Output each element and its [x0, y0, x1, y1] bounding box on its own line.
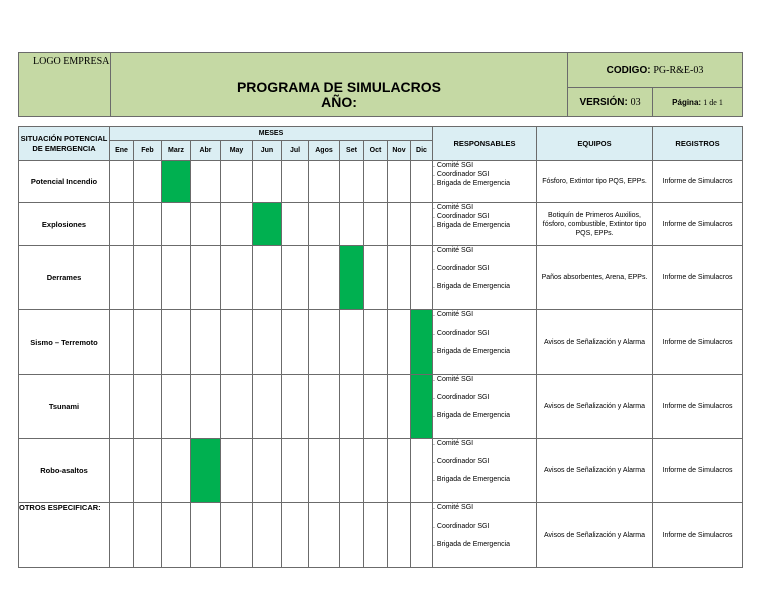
registros-cell: Informe de Simulacros [653, 161, 743, 203]
month-cell [282, 503, 309, 568]
responsable-item: . Comité SGI [433, 376, 474, 384]
version-value: 03 [630, 96, 641, 108]
month-cell [388, 245, 411, 310]
year-label: AÑO: [321, 94, 357, 110]
simulacros-schedule-table [18, 126, 743, 568]
month-cell [110, 375, 134, 439]
table-row [19, 503, 743, 568]
pagina-label: Página: [672, 97, 702, 107]
month-cell [110, 503, 134, 568]
month-cell [110, 245, 134, 310]
responsable-item: . Coordinador SGI [433, 213, 490, 221]
responsable-item: . Comité SGI [433, 246, 474, 254]
document-title [111, 53, 568, 117]
scheduled-month-cell [340, 245, 364, 310]
responsable-item: . Comité SGI [433, 504, 474, 512]
header-registros: REGISTROS [653, 127, 743, 161]
month-cell [364, 503, 388, 568]
month-cell [340, 203, 364, 245]
month-cell [191, 161, 221, 203]
situacion-label: Sismo – Terremoto [19, 310, 110, 375]
month-cell [221, 310, 253, 375]
month-cell [134, 375, 162, 439]
responsable-item: . Coordinador SGI [433, 329, 490, 337]
header-equipos: EQUIPOS [537, 127, 653, 161]
month-cell [309, 503, 340, 568]
month-cell [221, 375, 253, 439]
month-cell [221, 245, 253, 310]
title-text: PROGRAMA DE SIMULACROS [236, 79, 442, 95]
month-cell [134, 245, 162, 310]
equipos-cell: Avisos de Señalización y Alarma [537, 503, 653, 568]
month-cell [411, 245, 433, 310]
month-cell [221, 203, 253, 245]
month-cell [162, 310, 191, 375]
month-cell [162, 503, 191, 568]
month-cell [162, 203, 191, 245]
month-cell [388, 503, 411, 568]
responsable-item: . Brigada de Emergencia [433, 476, 511, 484]
month-cell [411, 438, 433, 503]
month-cell [340, 503, 364, 568]
month-cell [364, 375, 388, 439]
responsable-item: . Comité SGI [433, 162, 474, 169]
document-header [18, 52, 743, 117]
responsable-item: . Brigada de Emergencia [433, 180, 511, 187]
situacion-label: Robo-asaltos [19, 438, 110, 503]
month-cell [340, 161, 364, 203]
responsable-item: . Brigada de Emergencia [433, 540, 511, 548]
month-cell [253, 310, 282, 375]
table-row [19, 245, 743, 310]
equipos-cell: Avisos de Señalización y Alarma [537, 438, 653, 503]
scheduled-month-cell [162, 161, 191, 203]
month-cell [110, 203, 134, 245]
registros-cell: Informe de Simulacros [653, 503, 743, 568]
month-cell [221, 503, 253, 568]
month-cell [162, 245, 191, 310]
document-version [568, 88, 653, 117]
responsable-item: . Brigada de Emergencia [433, 348, 511, 356]
month-cell [364, 203, 388, 245]
month-header: Ene [110, 141, 134, 161]
responsable-item: . Comité SGI [433, 311, 474, 319]
month-cell [191, 245, 221, 310]
pagina-value: 1 de 1 [703, 97, 723, 107]
month-cell [134, 203, 162, 245]
month-cell [253, 245, 282, 310]
codigo-value: PG-R&E-03 [653, 64, 704, 76]
month-cell [253, 503, 282, 568]
month-cell [110, 310, 134, 375]
month-header: Agos [309, 141, 340, 161]
document-code [568, 53, 743, 88]
company-logo-placeholder: LOGO EMPRESA [19, 53, 111, 117]
month-cell [340, 438, 364, 503]
month-cell [364, 310, 388, 375]
situacion-label: Derrames [19, 245, 110, 310]
scheduled-month-cell [411, 375, 433, 439]
equipos-cell: Paños absorbentes, Arena, EPPs. [537, 245, 653, 310]
month-header: Dic [411, 141, 433, 161]
month-cell [134, 503, 162, 568]
month-header: Oct [364, 141, 388, 161]
registros-cell: Informe de Simulacros [653, 245, 743, 310]
month-cell [162, 438, 191, 503]
month-cell [282, 161, 309, 203]
month-cell [411, 203, 433, 245]
month-cell [134, 438, 162, 503]
month-cell [411, 503, 433, 568]
responsable-item: . Comité SGI [433, 204, 474, 212]
month-cell [364, 245, 388, 310]
month-header: Set [340, 141, 364, 161]
month-cell [309, 203, 340, 245]
table-row [19, 161, 743, 203]
responsables-cell [433, 203, 537, 245]
month-header: Jun [253, 141, 282, 161]
month-cell [282, 310, 309, 375]
table-row [19, 203, 743, 245]
month-cell [309, 375, 340, 439]
month-header: Jul [282, 141, 309, 161]
month-cell [309, 438, 340, 503]
month-cell [191, 310, 221, 375]
responsables-cell [433, 503, 537, 568]
responsable-item: . Brigada de Emergencia [433, 222, 511, 230]
equipos-cell: Avisos de Señalización y Alarma [537, 375, 653, 439]
responsable-item: . Coordinador SGI [433, 171, 490, 178]
codigo-label: CODIGO: [606, 64, 651, 76]
month-cell [162, 375, 191, 439]
month-header: Marz [162, 141, 191, 161]
registros-cell: Informe de Simulacros [653, 375, 743, 439]
month-cell [388, 203, 411, 245]
header-responsables: RESPONSABLES [433, 127, 537, 161]
month-cell [191, 503, 221, 568]
table-row [19, 438, 743, 503]
month-cell [134, 310, 162, 375]
month-cell [388, 375, 411, 439]
situacion-label: Potencial Incendio [19, 161, 110, 203]
responsable-item: . Coordinador SGI [433, 394, 490, 402]
month-header: Abr [191, 141, 221, 161]
equipos-cell: Botiquín de Primeros Auxilios, fósforo, combustible, Extintor tipo PQS, EPPs. [537, 203, 653, 245]
month-cell [364, 161, 388, 203]
registros-cell: Informe de Simulacros [653, 310, 743, 375]
month-cell [253, 438, 282, 503]
responsable-item: . Coordinador SGI [433, 522, 490, 530]
month-cell [388, 161, 411, 203]
situacion-label: Explosiones [19, 203, 110, 245]
month-cell [411, 161, 433, 203]
month-header: Feb [134, 141, 162, 161]
month-cell [282, 203, 309, 245]
document-page [653, 88, 743, 117]
month-cell [309, 245, 340, 310]
month-cell [253, 375, 282, 439]
responsables-cell [433, 310, 537, 375]
equipos-cell: Avisos de Señalización y Alarma [537, 310, 653, 375]
month-cell [364, 438, 388, 503]
responsable-item: . Brigada de Emergencia [433, 412, 511, 420]
month-cell [191, 203, 221, 245]
month-cell [253, 161, 282, 203]
header-meses: MESES [110, 127, 433, 141]
version-label: VERSIÓN: [579, 96, 628, 108]
responsables-cell [433, 375, 537, 439]
month-cell [388, 438, 411, 503]
scheduled-month-cell [411, 310, 433, 375]
month-cell [282, 375, 309, 439]
responsables-cell [433, 245, 537, 310]
month-cell [110, 438, 134, 503]
responsables-cell [433, 438, 537, 503]
month-cell [309, 310, 340, 375]
registros-cell: Informe de Simulacros [653, 203, 743, 245]
table-row [19, 375, 743, 439]
registros-cell: Informe de Simulacros [653, 438, 743, 503]
month-cell [388, 310, 411, 375]
month-cell [340, 310, 364, 375]
month-cell [134, 161, 162, 203]
responsable-item: . Comité SGI [433, 439, 474, 447]
situacion-label: OTROS ESPECIFICAR: [19, 503, 110, 568]
month-cell [221, 161, 253, 203]
month-cell [221, 438, 253, 503]
responsable-item: . Coordinador SGI [433, 458, 490, 466]
responsables-cell [433, 161, 537, 203]
month-cell [191, 375, 221, 439]
scheduled-month-cell [253, 203, 282, 245]
month-header: May [221, 141, 253, 161]
scheduled-month-cell [191, 438, 221, 503]
situacion-label: Tsunami [19, 375, 110, 439]
month-cell [282, 245, 309, 310]
month-cell [309, 161, 340, 203]
table-row [19, 310, 743, 375]
month-header: Nov [388, 141, 411, 161]
month-cell [340, 375, 364, 439]
header-situacion: SITUACIÓN POTENCIAL DE EMERGENCIA [19, 127, 110, 161]
equipos-cell: Fósforo, Extintor tipo PQS, EPPs. [537, 161, 653, 203]
month-cell [110, 161, 134, 203]
month-cell [282, 438, 309, 503]
responsable-item: . Brigada de Emergencia [433, 283, 511, 291]
responsable-item: . Coordinador SGI [433, 265, 490, 273]
